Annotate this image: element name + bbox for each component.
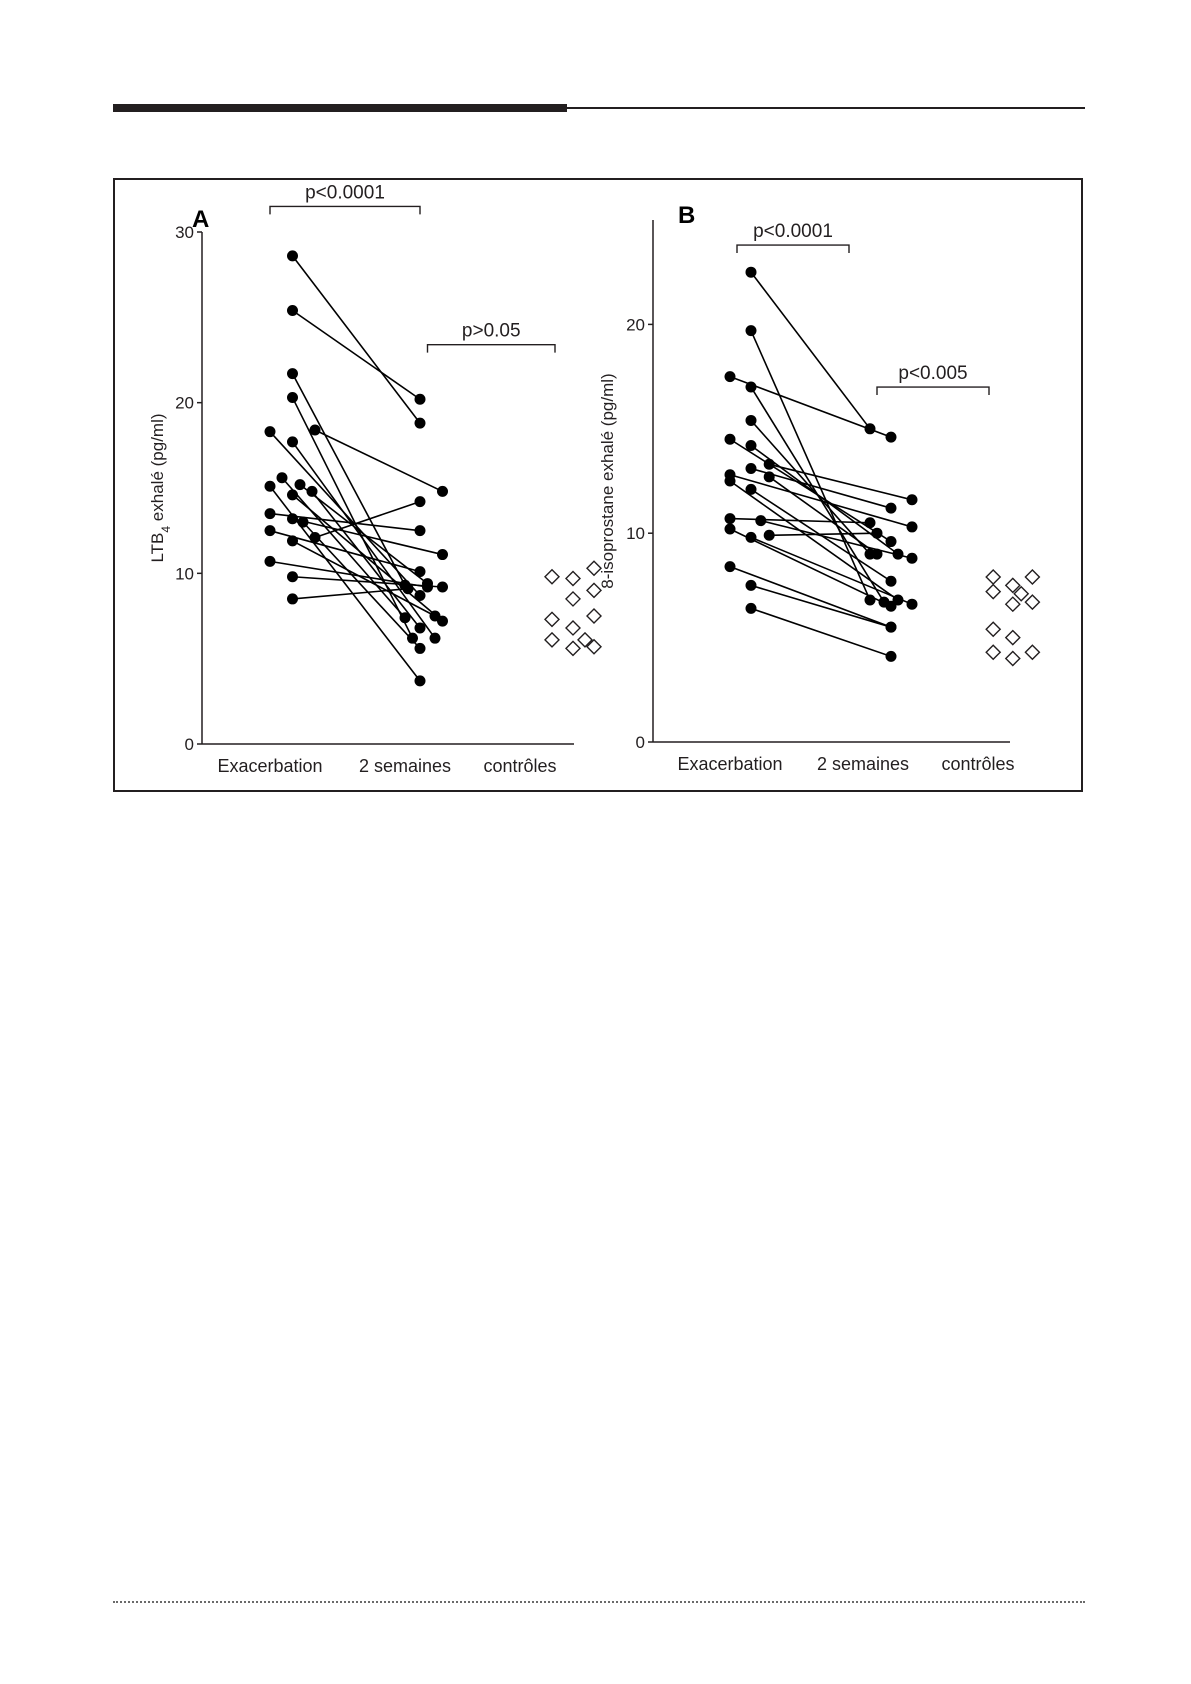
two-weeks-point [865, 595, 876, 606]
y-axis-label-rest: exhalé (pg/ml) [148, 413, 167, 526]
figure-frame [113, 178, 1083, 792]
two-weeks-point [415, 622, 426, 633]
exacerbation-point [287, 513, 298, 524]
exacerbation-point [310, 532, 321, 543]
two-weeks-point [886, 651, 897, 662]
y-tick-label: 20 [175, 393, 194, 413]
exacerbation-point [287, 368, 298, 379]
exacerbation-point [287, 593, 298, 604]
x-category-label: Exacerbation [677, 754, 783, 774]
exacerbation-point [295, 479, 306, 490]
y-tick-label: 30 [175, 223, 194, 242]
x-category-label: 2 semaines [358, 756, 452, 776]
significance-bracket [270, 206, 420, 214]
control-point [566, 571, 580, 585]
exacerbation-point [746, 440, 757, 451]
exacerbation-point [277, 472, 288, 483]
control-point [545, 570, 559, 584]
control-point [986, 622, 1000, 636]
paired-line [315, 502, 420, 538]
exacerbation-point [265, 426, 276, 437]
two-weeks-point [430, 611, 441, 622]
x-category-label: contrôles [483, 756, 557, 776]
control-point [1025, 570, 1039, 584]
p-value-label: p<0.005 [898, 363, 968, 385]
exacerbation-point [287, 305, 298, 316]
two-weeks-point [872, 528, 883, 539]
control-point [986, 645, 1000, 659]
two-weeks-point [437, 486, 448, 497]
y-tick-label: 20 [626, 315, 645, 335]
two-weeks-point [907, 521, 918, 532]
control-point [1025, 595, 1039, 609]
exacerbation-point [764, 459, 775, 470]
exacerbation-point [746, 325, 757, 336]
two-weeks-point [415, 418, 426, 429]
control-point [986, 570, 1000, 584]
control-point [1006, 597, 1020, 611]
exacerbation-point [265, 556, 276, 567]
exacerbation-point [287, 489, 298, 500]
y-axis-label: 8-isoprostane exhalé (pg/ml) [598, 373, 617, 589]
exacerbation-point [310, 424, 321, 435]
header-rule-thin [567, 107, 1085, 109]
significance-bracket [737, 245, 849, 253]
exacerbation-point [746, 463, 757, 474]
two-weeks-point [886, 432, 897, 443]
control-point [545, 633, 559, 647]
exacerbation-point [725, 524, 736, 535]
two-weeks-point [415, 566, 426, 577]
control-point [587, 609, 601, 623]
exacerbation-point [746, 532, 757, 543]
two-weeks-point [886, 622, 897, 633]
panel-letter: B [678, 202, 696, 229]
exacerbation-point [287, 535, 298, 546]
two-weeks-point [865, 517, 876, 528]
exacerbation-point [287, 392, 298, 403]
two-weeks-point [400, 612, 411, 623]
exacerbation-point [265, 525, 276, 536]
x-category-label: contrôles [941, 754, 1015, 774]
two-weeks-point [886, 536, 897, 547]
two-weeks-point [415, 394, 426, 405]
exacerbation-point [746, 382, 757, 393]
paired-line [751, 585, 891, 627]
two-weeks-point [415, 525, 426, 536]
control-point [545, 612, 559, 626]
exacerbation-point [287, 436, 298, 447]
exacerbation-point [746, 415, 757, 426]
two-weeks-point [872, 549, 883, 560]
panel-letter: A [192, 206, 210, 233]
y-axis-label: $LTB_4$ exhalé (pg/ml) [148, 413, 173, 563]
control-point [1006, 631, 1020, 645]
significance-bracket [428, 345, 556, 353]
two-weeks-point [415, 675, 426, 686]
two-weeks-point [893, 549, 904, 560]
control-point [566, 592, 580, 606]
two-weeks-point [415, 590, 426, 601]
exacerbation-point [746, 484, 757, 495]
two-weeks-point [403, 583, 414, 594]
y-axis-label-subscript: 4 [159, 525, 173, 533]
control-point [986, 585, 1000, 599]
exacerbation-point [764, 471, 775, 482]
paired-line [751, 272, 870, 429]
two-weeks-point [907, 599, 918, 610]
panel-b [598, 202, 1039, 774]
control-point [566, 641, 580, 655]
two-weeks-point [886, 576, 897, 587]
exacerbation-point [725, 476, 736, 487]
y-tick-label: 10 [175, 564, 194, 584]
two-weeks-point [907, 553, 918, 564]
significance-bracket [877, 387, 989, 395]
two-weeks-point [415, 643, 426, 654]
two-weeks-point [415, 496, 426, 507]
y-tick-label: 0 [635, 733, 645, 752]
control-point [566, 621, 580, 635]
two-weeks-point [437, 549, 448, 560]
exacerbation-point [725, 434, 736, 445]
exacerbation-point [725, 513, 736, 524]
exacerbation-point [298, 517, 309, 528]
x-category-label: 2 semaines [816, 754, 910, 774]
p-value-label: p<0.0001 [753, 221, 833, 243]
exacerbation-point [287, 250, 298, 261]
y-tick-label: 0 [184, 735, 194, 754]
exacerbation-point [725, 371, 736, 382]
p-value-label: p<0.0001 [305, 182, 385, 204]
two-weeks-point [865, 423, 876, 434]
p-value-label: p>0.05 [461, 320, 521, 342]
exacerbation-point [746, 603, 757, 614]
panel-a [148, 182, 601, 776]
exacerbation-point [265, 508, 276, 519]
x-category-label: Exacerbation [217, 756, 323, 776]
exacerbation-point [287, 571, 298, 582]
exacerbation-point [725, 561, 736, 572]
paired-line [769, 533, 877, 535]
footer-dotted-rule [113, 1601, 1085, 1603]
exacerbation-point [746, 580, 757, 591]
exacerbation-point [764, 530, 775, 541]
two-weeks-point [422, 581, 433, 592]
exacerbation-point [746, 267, 757, 278]
control-point [1006, 651, 1020, 665]
two-weeks-point [886, 503, 897, 514]
two-weeks-point [407, 633, 418, 644]
control-point [1025, 645, 1039, 659]
header-rule-thick [113, 104, 567, 112]
exacerbation-point [265, 481, 276, 492]
exacerbation-point [307, 486, 318, 497]
two-weeks-point [430, 633, 441, 644]
paired-line [293, 256, 421, 423]
two-weeks-point [907, 494, 918, 505]
two-weeks-point [437, 581, 448, 592]
two-weeks-point [886, 601, 897, 612]
exacerbation-point [755, 515, 766, 526]
paired-line [293, 311, 421, 400]
paired-line [751, 608, 891, 656]
figure-svg [115, 180, 1081, 790]
y-tick-label: 10 [626, 524, 645, 544]
